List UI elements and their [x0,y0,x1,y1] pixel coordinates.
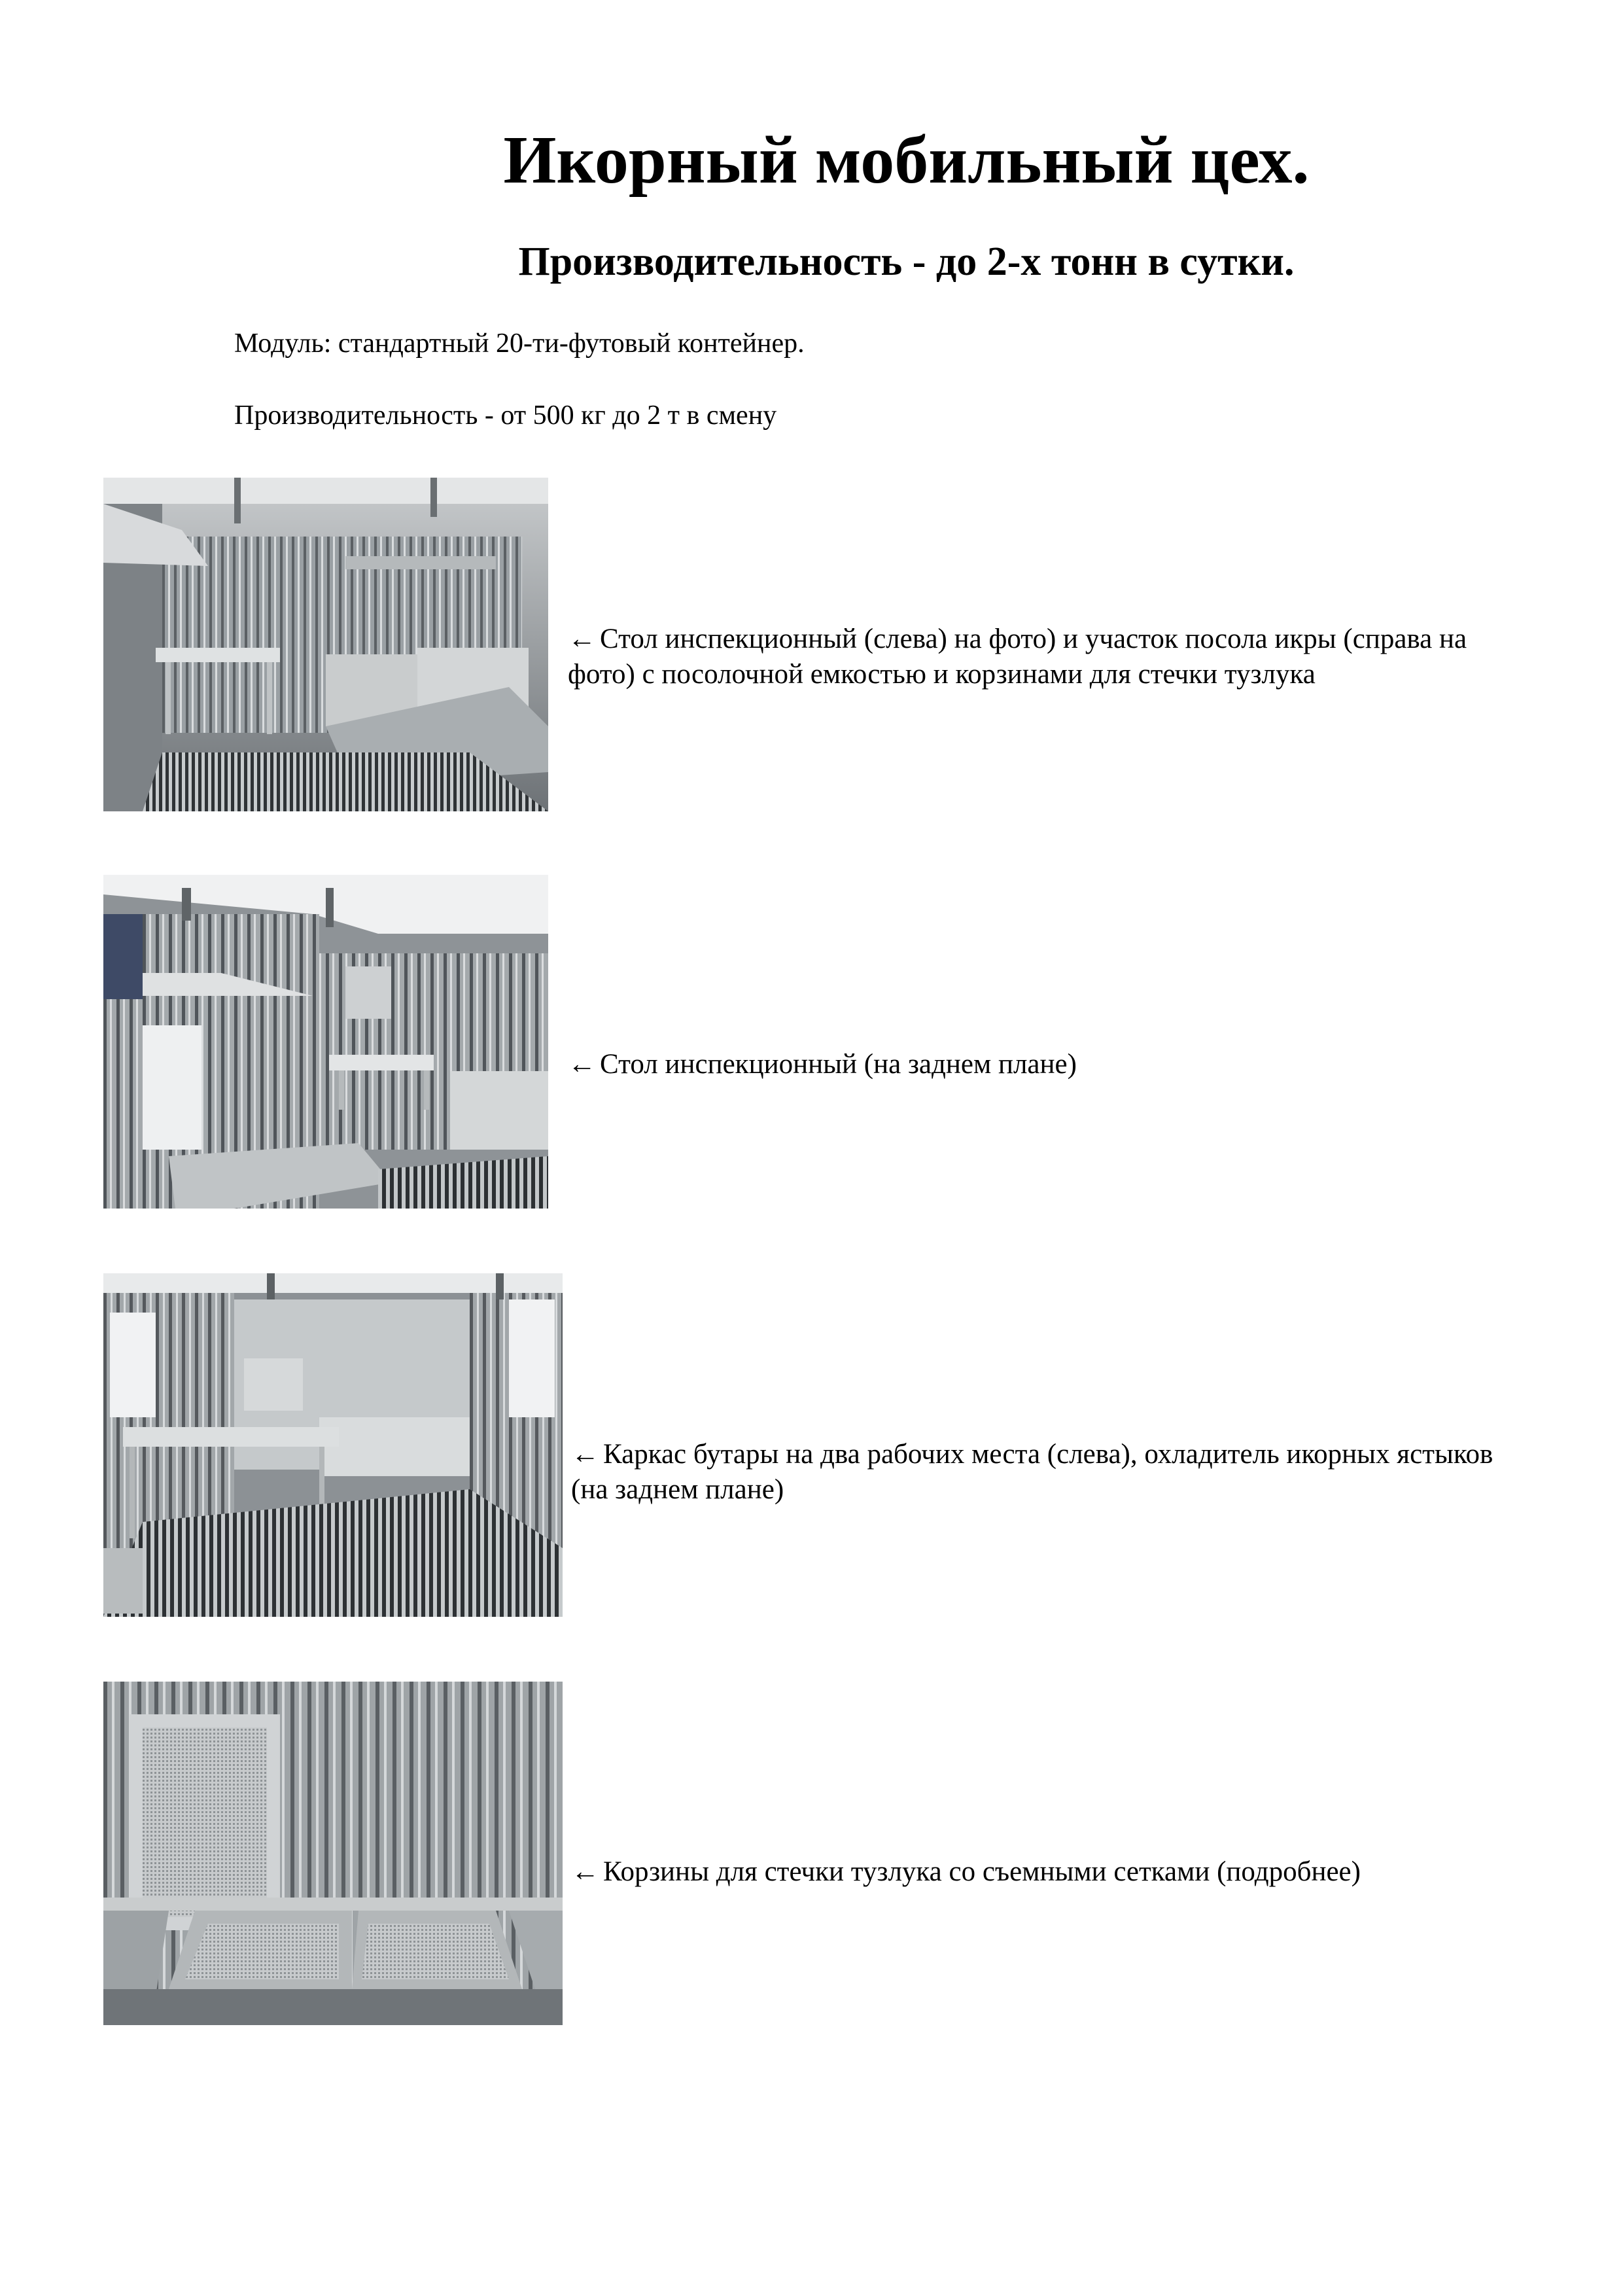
intro-module-text: Модуль: стандартный 20-ти-футовый контейнер. [234,328,805,359]
photo-section-3 [103,1273,1543,1617]
intro-capacity-text: Производительность - от 500 кг до 2 т в смену [234,400,777,431]
caption-text: Каркас бутары на два рабочих места (слева), охладитель икорных ястыков (на заднем плане) [571,1439,1493,1505]
photo-3-caption [571,1437,1520,1508]
photo-1-caption [568,622,1523,692]
left-arrow-icon: ← [568,624,596,654]
photo-4-image [103,1682,563,2025]
page-subtitle: Производительность - до 2-х тонн в сутки. [518,239,1295,284]
caption-text: Корзины для стечки тузлука со съемными сетками (подробнее) [603,1856,1361,1887]
left-arrow-icon: ← [571,1439,599,1470]
photo-section-4 [103,1682,1543,2025]
left-arrow-icon: ← [571,1856,599,1887]
caption-text: Стол инспекционный (на заднем плане) [600,1049,1077,1080]
page-title: Икорный мобильный цех. [503,122,1310,198]
photo-brine-drain-baskets [103,1682,563,2025]
caption-text: Стол инспекционный (слева) на фото) и участок посола икры (справа на фото) с посолочной емкостью и корзинами для стечки тузлука [568,624,1467,690]
photo-butara-frame-and-cooler [103,1273,563,1617]
photo-inspection-table-background [103,875,548,1209]
photo-3-image [103,1273,563,1617]
left-arrow-icon: ← [568,1049,596,1080]
photo-inspection-table-and-salting-area [103,478,548,811]
photo-4-caption [571,1854,1539,1890]
photo-section-1 [103,478,1543,811]
photo-2-caption [568,1047,1523,1082]
photo-section-2 [103,875,1543,1209]
photo-2-image [103,875,548,1209]
photo-1-image [103,478,548,811]
